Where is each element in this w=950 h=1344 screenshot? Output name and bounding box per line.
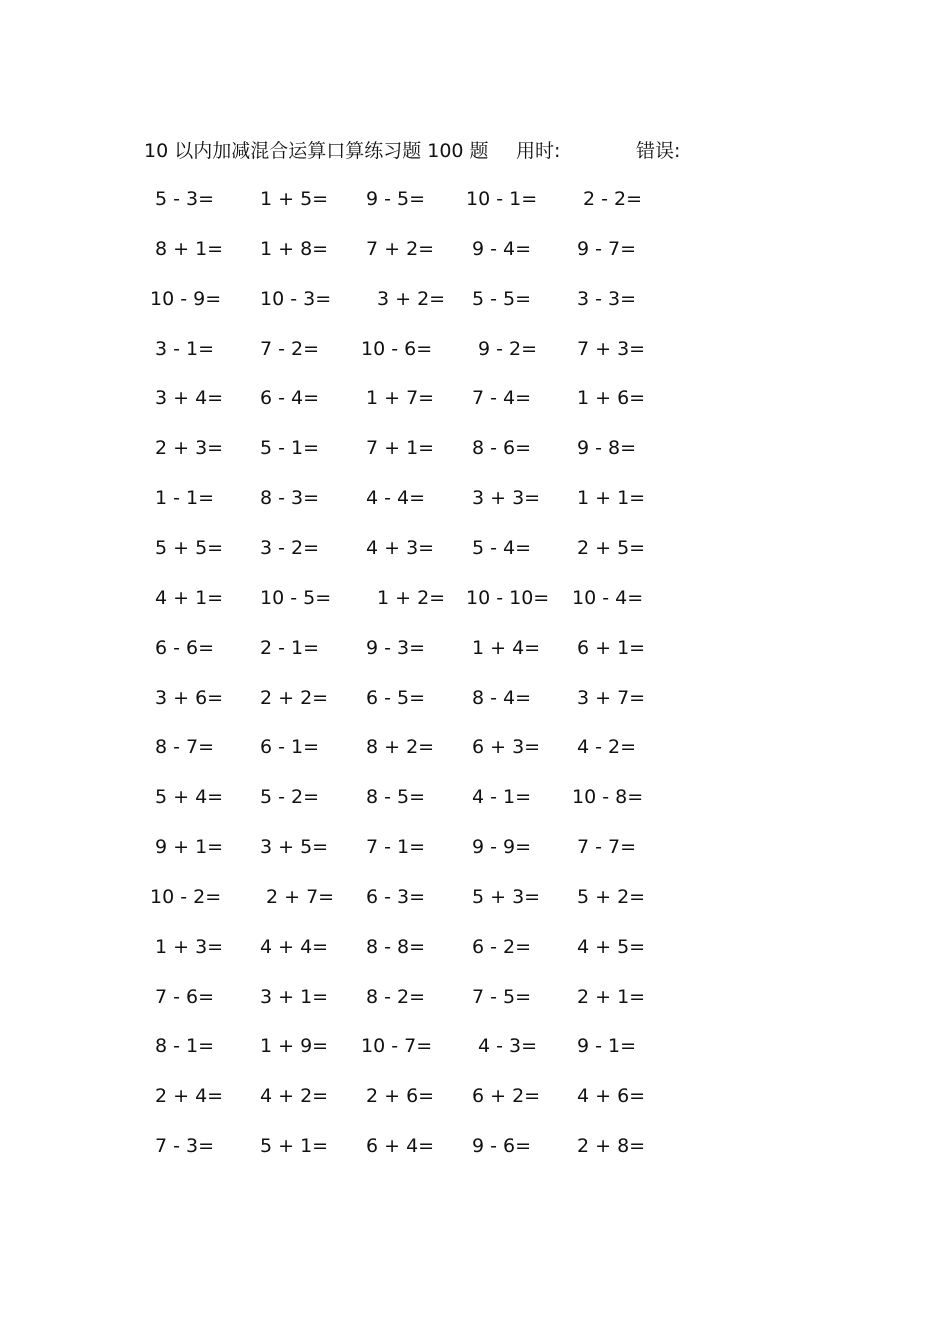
problem-item: 5 - 1= <box>260 437 320 460</box>
problem-item: 3 + 4= <box>155 387 224 410</box>
problem-item: 9 - 6= <box>472 1135 532 1158</box>
problem-item: 4 - 3= <box>478 1035 538 1058</box>
problem-item: 2 - 2= <box>583 188 643 210</box>
problem-item: 8 - 5= <box>366 786 426 809</box>
problem-item: 10 - 2= <box>150 885 222 908</box>
problem-item: 4 + 3= <box>366 536 435 559</box>
problem-item: 8 - 4= <box>472 686 532 709</box>
problem-item: 6 + 4= <box>366 1135 435 1158</box>
problem-item: 4 - 2= <box>577 736 637 759</box>
problem-item: 8 - 8= <box>366 935 426 958</box>
problem-item: 5 - 2= <box>260 786 320 809</box>
problem-item: 7 - 1= <box>366 836 426 859</box>
problem-item: 8 + 1= <box>155 237 224 260</box>
problem-item: 7 + 3= <box>577 337 646 360</box>
problem-item: 10 - 1= <box>466 188 538 210</box>
problem-item: 4 + 5= <box>577 935 646 958</box>
problem-item: 10 - 5= <box>260 586 332 609</box>
problem-item: 1 + 2= <box>377 586 446 609</box>
problem-item: 6 - 4= <box>260 387 320 410</box>
problem-item: 4 + 6= <box>577 1085 646 1108</box>
problem-item: 2 + 7= <box>266 885 335 908</box>
problem-item: 2 + 6= <box>366 1085 435 1108</box>
problem-item: 1 + 9= <box>260 1035 329 1058</box>
problem-item: 2 + 4= <box>155 1085 224 1108</box>
errors-label: 错误: <box>636 140 681 162</box>
problem-item: 9 - 8= <box>577 437 637 460</box>
problem-item: 1 + 4= <box>472 636 541 659</box>
problem-item: 7 - 2= <box>260 337 320 360</box>
problem-item: 10 - 10= <box>466 586 550 609</box>
problem-item: 9 - 4= <box>472 237 532 260</box>
problem-item: 4 + 4= <box>260 935 329 958</box>
problem-item: 6 + 1= <box>577 636 646 659</box>
problem-item: 9 - 1= <box>577 1035 637 1058</box>
problem-item: 3 + 2= <box>377 287 446 310</box>
problem-item: 5 + 3= <box>472 885 541 908</box>
problem-item: 9 - 5= <box>366 188 426 210</box>
problem-item: 3 + 5= <box>260 836 329 859</box>
problem-item: 5 - 3= <box>155 188 215 210</box>
problem-item: 8 - 3= <box>260 487 320 510</box>
problem-item: 8 - 2= <box>366 985 426 1008</box>
problem-item: 1 + 1= <box>577 487 646 510</box>
problem-item: 2 + 2= <box>260 686 329 709</box>
problem-item: 6 - 5= <box>366 686 426 709</box>
problem-item: 6 - 6= <box>155 636 215 659</box>
problem-item: 8 - 1= <box>155 1035 215 1058</box>
problem-item: 10 - 8= <box>572 786 644 809</box>
time-label: 用时: <box>516 140 561 162</box>
problem-item: 7 + 1= <box>366 437 435 460</box>
problem-item: 7 - 7= <box>577 836 637 859</box>
problem-item: 1 + 5= <box>260 188 329 210</box>
problem-item: 4 + 2= <box>260 1085 329 1108</box>
problem-item: 7 - 3= <box>155 1135 215 1158</box>
problem-item: 9 - 9= <box>472 836 532 859</box>
problem-item: 3 - 3= <box>577 287 637 310</box>
problem-item: 7 - 5= <box>472 985 532 1008</box>
problem-item: 5 - 4= <box>472 536 532 559</box>
problem-item: 3 - 2= <box>260 536 320 559</box>
problem-item: 10 - 6= <box>361 337 433 360</box>
problem-item: 5 + 5= <box>155 536 224 559</box>
problem-item: 1 - 1= <box>155 487 215 510</box>
problem-item: 6 - 3= <box>366 885 426 908</box>
problem-item: 10 - 7= <box>361 1035 433 1058</box>
problem-item: 2 - 1= <box>260 636 320 659</box>
problem-item: 5 + 4= <box>155 786 224 809</box>
problem-item: 9 - 3= <box>366 636 426 659</box>
problem-item: 7 + 2= <box>366 237 435 260</box>
problem-item: 9 - 7= <box>577 237 637 260</box>
problem-item: 10 - 3= <box>260 287 332 310</box>
problem-item: 1 + 7= <box>366 387 435 410</box>
problem-item: 6 - 2= <box>472 935 532 958</box>
problem-item: 10 - 4= <box>572 586 644 609</box>
problem-item: 6 - 1= <box>260 736 320 759</box>
problem-item: 10 - 9= <box>150 287 222 310</box>
problem-item: 8 - 7= <box>155 736 215 759</box>
problem-item: 7 - 4= <box>472 387 532 410</box>
problem-item: 4 + 1= <box>155 586 224 609</box>
problem-item: 3 + 6= <box>155 686 224 709</box>
problem-item: 3 + 1= <box>260 985 329 1008</box>
problem-item: 9 + 1= <box>155 836 224 859</box>
problem-item: 2 + 3= <box>155 437 224 460</box>
problem-item: 6 + 3= <box>472 736 541 759</box>
problem-item: 4 - 1= <box>472 786 532 809</box>
problem-item: 5 + 1= <box>260 1135 329 1158</box>
worksheet-title: 10 以内加减混合运算口算练习题 100 题 <box>144 140 489 162</box>
problem-item: 5 - 5= <box>472 287 532 310</box>
problem-item: 2 + 5= <box>577 536 646 559</box>
problem-item: 5 + 2= <box>577 885 646 908</box>
problem-item: 1 + 3= <box>155 935 224 958</box>
problem-item: 1 + 6= <box>577 387 646 410</box>
problem-item: 3 + 3= <box>472 487 541 510</box>
problem-item: 6 + 2= <box>472 1085 541 1108</box>
problem-item: 7 - 6= <box>155 985 215 1008</box>
problem-item: 4 - 4= <box>366 487 426 510</box>
problem-item: 9 - 2= <box>478 337 538 360</box>
problem-item: 3 + 7= <box>577 686 646 709</box>
problem-item: 2 + 8= <box>577 1135 646 1158</box>
problem-item: 8 + 2= <box>366 736 435 759</box>
problem-item: 8 - 6= <box>472 437 532 460</box>
problem-item: 1 + 8= <box>260 237 329 260</box>
problem-item: 3 - 1= <box>155 337 215 360</box>
problem-item: 2 + 1= <box>577 985 646 1008</box>
